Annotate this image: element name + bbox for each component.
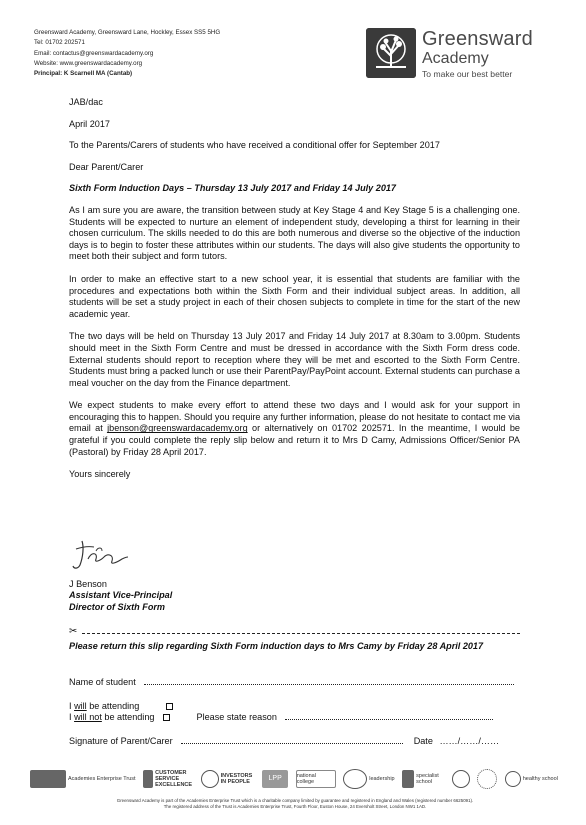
lpp-logo-text: LPP bbox=[262, 770, 288, 788]
leadership-logo bbox=[343, 767, 394, 791]
reference: JAB/dac bbox=[69, 97, 103, 107]
scissors-icon: ✂ bbox=[69, 626, 78, 637]
not-attending-prefix: I bbox=[69, 712, 75, 722]
reason-label: Please state reason bbox=[196, 712, 277, 722]
attending-label: be attending bbox=[86, 701, 140, 711]
student-name-row bbox=[69, 677, 514, 688]
iip-logo-text: INVESTORS IN PEOPLE bbox=[220, 773, 253, 785]
healthy-school-text: healthy school bbox=[522, 776, 558, 782]
specialist-school-text: specialist school bbox=[416, 773, 439, 785]
healthy-school-logo bbox=[505, 767, 558, 791]
logo-name-line2: Academy bbox=[422, 50, 489, 67]
student-name-field[interactable] bbox=[144, 677, 514, 685]
cut-line bbox=[69, 626, 520, 639]
signature-field[interactable] bbox=[181, 736, 403, 744]
not-attending-row bbox=[69, 712, 521, 723]
attending-row bbox=[69, 701, 173, 712]
signer-block bbox=[69, 579, 172, 613]
logo-name-line1: Greensward bbox=[422, 28, 533, 50]
tree-logo-icon bbox=[366, 28, 416, 78]
attending-checkbox[interactable] bbox=[166, 703, 173, 710]
salutation: Dear Parent/Carer bbox=[69, 161, 144, 172]
accreditation-logos bbox=[30, 764, 558, 794]
paragraph-4-end: or alternatively on 01702 202571. In the meantime, I would be grateful if you could complete the reply slip below and return it to Mrs D Camy, Admissions Officer/Senior PA (Pastoral) by Friday 28 April 2017. bbox=[69, 423, 520, 457]
national-college-logo bbox=[296, 767, 336, 791]
attending-prefix: I bbox=[69, 701, 75, 711]
attending-will: will bbox=[74, 701, 87, 711]
investors-in-people-logo bbox=[201, 767, 255, 791]
website: Website: www.greenswardacademy.org bbox=[34, 59, 143, 67]
not-attending-will-not: will not bbox=[74, 712, 102, 722]
paragraph-1: As I am sure you are aware, the transition between study at Key Stage 4 and Key Stage 5 is a challenging one. Students will be expected to nurture an element of independent study, developing a thirst for learning in their chosen curriculum. The skills needed to do this are both numerous and diverse so the objective of the induction days is to begin to foster these attributes within our students. The days will also give students the opportunity to meet both their subject and form tutors. bbox=[69, 204, 520, 262]
not-attending-label: be attending bbox=[101, 712, 155, 722]
principal: Principal: K Scarnell MA (Cantab) bbox=[34, 70, 133, 78]
seal-badge-icon bbox=[452, 770, 470, 788]
cse-logo-text: CUSTOMER SERVICE EXCELLENCE bbox=[155, 770, 193, 788]
signature-row bbox=[69, 736, 521, 747]
ribbon-badge-logo bbox=[477, 767, 497, 791]
greensward-logo bbox=[366, 28, 556, 80]
ribbon-badge-icon bbox=[477, 769, 497, 789]
academies-enterprise-trust-logo bbox=[30, 767, 136, 791]
email: Email: contactus@greenswardacademy.org bbox=[34, 49, 154, 57]
subject-line: Sixth Form Induction Days – Thursday 13 July 2017 and Friday 14 July 2017 bbox=[69, 183, 396, 194]
date-label: Date bbox=[413, 736, 433, 746]
legal-footer-line2: The registered address of the Trust is Academies Enterprise Trust, Fourth Floor, Euston House, 24 Eversholt Street, London NW1 1AD. bbox=[163, 803, 427, 809]
letter-body bbox=[69, 97, 520, 481]
student-name-label: Name of student bbox=[69, 677, 136, 687]
address: Greensward Academy, Greensward Lane, Hockley, Essex SS5 5HG bbox=[34, 29, 221, 36]
leadership-swirl-icon bbox=[343, 769, 367, 789]
aet-logo-text: Academies Enterprise Trust bbox=[68, 776, 136, 782]
dashed-divider bbox=[82, 633, 520, 634]
signer-role-2: Director of Sixth Form bbox=[69, 601, 165, 612]
return-instruction: Please return this slip regarding Sixth Form induction days to Mrs Camy by Friday 28 April 2017 bbox=[69, 641, 484, 651]
signer-role-1: Assistant Vice-Principal bbox=[69, 590, 173, 601]
date-field[interactable]: ……/……/…… bbox=[439, 736, 500, 746]
national-college-logo-text: national college bbox=[296, 770, 336, 788]
logo-tagline: To make our best better bbox=[422, 69, 513, 79]
healthy-school-icon bbox=[505, 771, 521, 787]
letterhead-contact bbox=[34, 28, 220, 79]
addressee: To the Parents/Carers of students who have received a conditional offer for September 2017 bbox=[69, 140, 440, 151]
cse-mark-icon bbox=[143, 770, 153, 788]
iip-badge-icon bbox=[201, 770, 219, 788]
signature-label: Signature of Parent/Carer bbox=[69, 736, 173, 746]
legal-footer bbox=[50, 798, 540, 809]
lpp-logo bbox=[262, 767, 288, 791]
reason-field[interactable] bbox=[285, 712, 493, 720]
paragraph-4-start: We expect students to make every effort to attend these two days and I would ask for your support in encouraging this to happen. Should you require any further information, please do not hesitate to contact me via email at bbox=[69, 400, 520, 434]
paragraph-2: In order to make an effective start to a new school year, it is essential that students are familiar with the procedures and expectations both within the Sixth Form and their individual subject areas. In addition, all students will be set a study project in each of their chosen subjects to complete in time for the start of the new academic year. bbox=[69, 273, 520, 319]
paragraph-4 bbox=[69, 400, 520, 458]
customer-service-excellence-logo bbox=[143, 767, 193, 791]
paragraph-3: The two days will be held on Thursday 13 July 2017 and Friday 14 July 2017 at 8.30am to 3.00pm. Students should meet in the Sixth Form Centre and must be dressed in accordance with the Sixth Form dress code. External students should report to reception where they will be met and escorted to the Sixth Form Centre. Students must bring a packed lunch or use their ParentPay/PayPoint account. External students can purchase a meal voucher on the day from the Finance department. bbox=[69, 331, 520, 388]
seal-badge-logo bbox=[452, 767, 470, 791]
specialist-school-icon bbox=[402, 770, 414, 788]
aet-emblem-icon bbox=[30, 770, 66, 788]
closing: Yours sincerely bbox=[69, 469, 131, 480]
not-attending-checkbox[interactable] bbox=[163, 714, 170, 721]
contact-email-link[interactable]: jbenson@greenswardacademy.org bbox=[107, 423, 248, 434]
specialist-school-logo bbox=[402, 767, 444, 791]
leadership-logo-text: leadership bbox=[369, 776, 395, 782]
telephone: Tel: 01702 202571 bbox=[34, 39, 85, 47]
handwritten-signature bbox=[70, 533, 130, 577]
signer-name: J Benson bbox=[69, 579, 107, 589]
letter-date: April 2017 bbox=[69, 118, 110, 129]
legal-footer-line1: Greensward Academy is part of the Academies Enterprise Trust which is a charitable company limited by guarantee and registered in England and Wales (registered number 6625091). bbox=[116, 798, 474, 803]
